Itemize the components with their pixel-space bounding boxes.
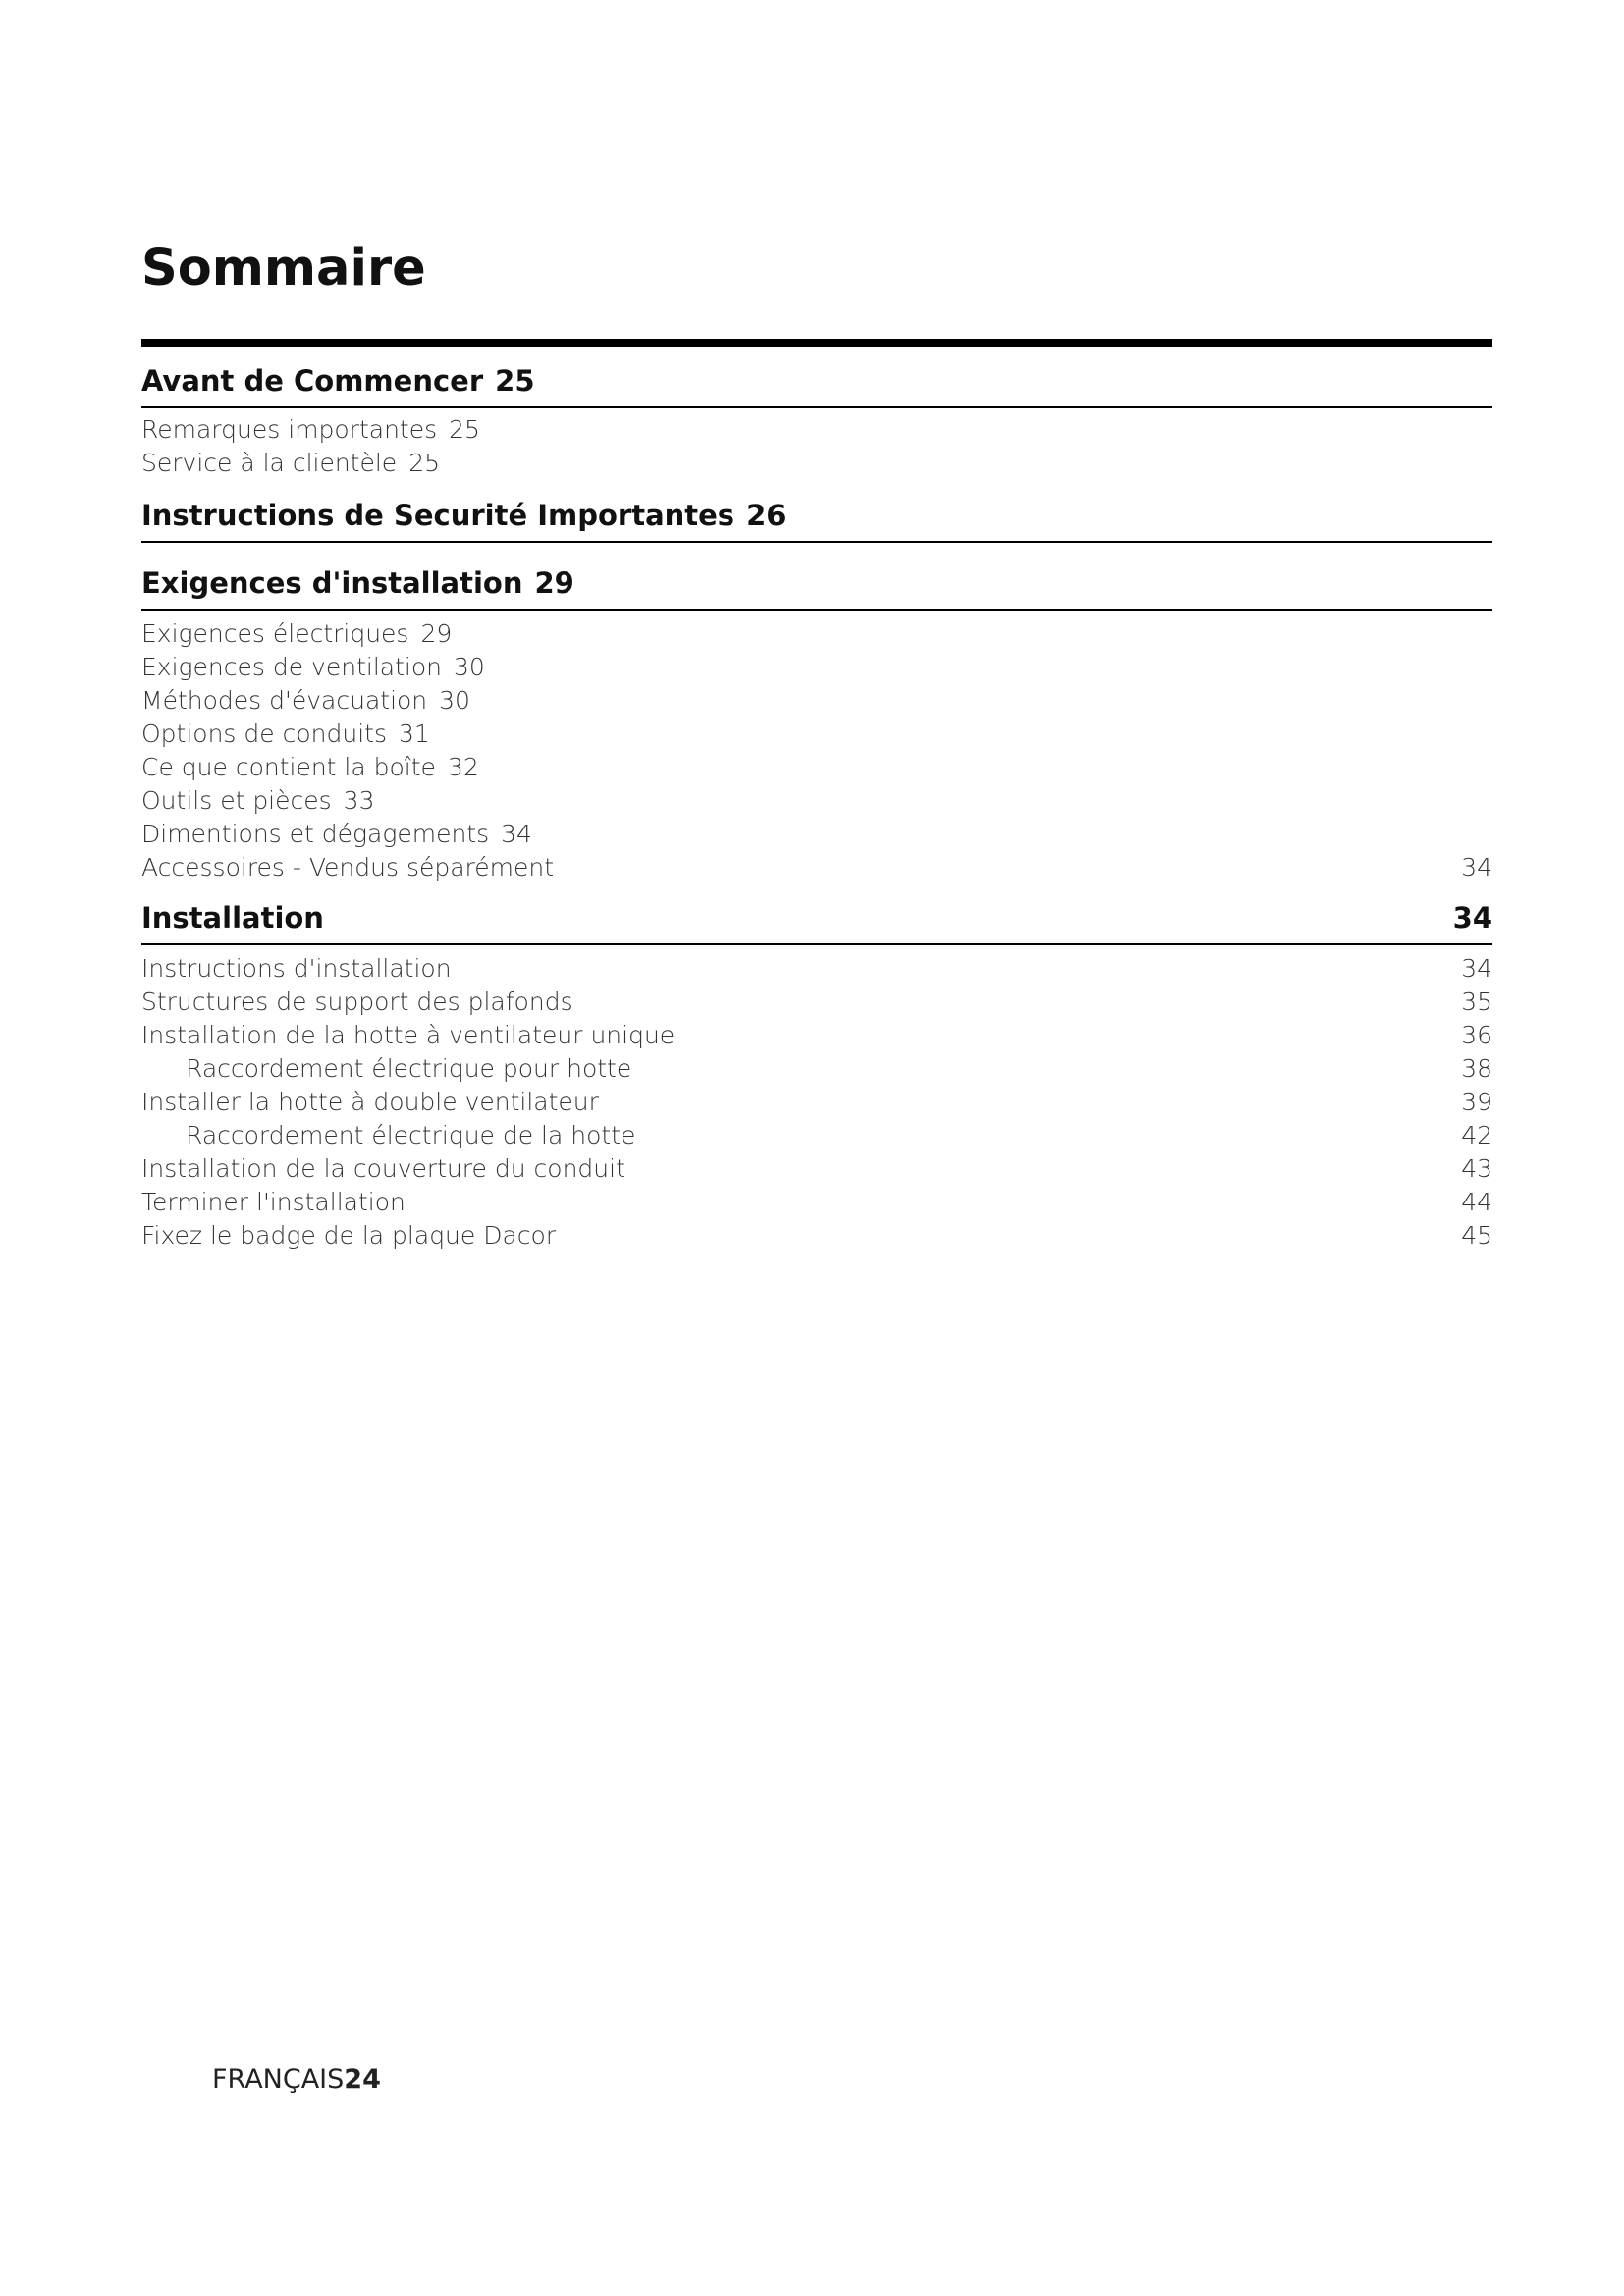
toc-entry-label: Dimentions et dégagements: [141, 820, 490, 848]
toc-entry-page: 42: [1461, 1121, 1492, 1149]
toc-entry-page: 38: [1461, 1054, 1492, 1083]
toc-entry-remarques-importantes[interactable]: [141, 417, 1492, 442]
section-heading-installation[interactable]: [141, 901, 1492, 934]
toc-entry-page: 34: [1461, 853, 1492, 881]
section-heading-label: Installation: [141, 901, 324, 934]
toc-entry-page: 34: [1461, 954, 1492, 983]
section-divider: [141, 406, 1492, 408]
section-heading-label: Exigences d'installation: [141, 566, 523, 600]
toc-entry-label: Accessoires - Vendus séparément: [141, 853, 555, 881]
toc-entry-text: [141, 451, 440, 475]
toc-entry-label: Exigences de ventilation: [141, 653, 442, 681]
toc-entry-page: 43: [1461, 1154, 1492, 1183]
toc-entry-instructions-installation[interactable]: [141, 956, 1492, 981]
toc-subentry-raccordement-electrique-de-la-hotte[interactable]: [141, 1123, 1492, 1148]
toc-entry-hotte-ventilateur-unique[interactable]: [141, 1023, 1492, 1047]
section-heading-page: 25: [495, 364, 535, 398]
toc-entry-exigences-electriques[interactable]: [141, 621, 1492, 646]
page-footer: [212, 2066, 381, 2093]
toc-entry-label: Outils et pièces: [141, 786, 332, 815]
toc-entry-page: 44: [1461, 1188, 1492, 1216]
toc-entry-label: Service à la clientèle: [141, 449, 398, 477]
toc-entry-contenu-boite[interactable]: [141, 755, 1492, 779]
toc-entry-hotte-double-ventilateur[interactable]: [141, 1090, 1492, 1114]
title-divider: [141, 339, 1492, 347]
toc-entry-text: [141, 788, 374, 813]
toc-entry-label: Options de conduits: [141, 720, 387, 748]
toc-entry-label: Remarques importantes: [141, 415, 438, 444]
section-heading-label: Avant de Commencer: [141, 364, 484, 398]
toc-entry-page: 31: [398, 720, 430, 748]
section-heading-page: 34: [1452, 901, 1492, 934]
toc-entry-page: 25: [449, 415, 480, 444]
toc-entry-badge-plaque-dacor[interactable]: [141, 1223, 1492, 1248]
toc-entry-exigences-ventilation[interactable]: [141, 655, 1492, 679]
toc-entry-accessoires[interactable]: [141, 855, 1492, 880]
footer-language: FRANÇAIS: [212, 2064, 345, 2095]
page-title: Sommaire: [141, 240, 426, 297]
toc-entry-methodes-evacuation[interactable]: [141, 688, 1492, 713]
toc-entry-label: Exigences électriques: [141, 619, 409, 648]
toc-subentry-raccordement-electrique-hotte[interactable]: [141, 1056, 1492, 1081]
toc-entry-structures-support[interactable]: [141, 989, 1492, 1014]
section-heading-label: Instructions de Securité Importantes: [141, 499, 735, 532]
section-divider: [141, 609, 1492, 611]
section-heading-exigences-installation[interactable]: [141, 566, 1492, 600]
toc-entry-couverture-conduit[interactable]: [141, 1156, 1492, 1181]
toc-entry-label: Fixez le badge de la plaque Dacor: [141, 1221, 557, 1250]
toc-entry-options-conduits[interactable]: [141, 721, 1492, 746]
section-heading-avant-de-commencer[interactable]: [141, 364, 1492, 398]
toc-entry-page: 30: [439, 686, 470, 715]
toc-entry-label: Installer la hotte à double ventilateur: [141, 1088, 599, 1116]
section-heading-instructions-securite[interactable]: [141, 499, 1492, 532]
section-heading-page: 26: [746, 499, 786, 532]
section-heading-text: [141, 364, 535, 398]
toc-entry-page: 30: [453, 653, 485, 681]
toc-entry-label: Raccordement électrique pour hotte: [186, 1054, 632, 1083]
toc-entry-page: 32: [447, 753, 479, 781]
toc-entry-label: Ce que contient la boîte: [141, 753, 436, 781]
toc-entry-text: [141, 721, 430, 746]
toc-entry-label: Installation de la couverture du conduit: [141, 1154, 625, 1183]
toc-entry-label: Instructions d'installation: [141, 954, 452, 983]
toc-entry-label: Terminer l'installation: [141, 1188, 406, 1216]
toc-entry-page: 29: [420, 619, 453, 648]
toc-entry-text: [141, 755, 479, 779]
toc-entry-label: Structures de support des plafonds: [141, 988, 573, 1016]
section-heading-text: [141, 566, 574, 600]
toc-entry-page: 45: [1461, 1221, 1492, 1250]
section-heading-page: 29: [534, 566, 574, 600]
toc-entry-terminer-installation[interactable]: [141, 1190, 1492, 1214]
toc-entry-page: 39: [1461, 1088, 1492, 1116]
toc-entry-label: Installation de la hotte à ventilateur unique: [141, 1021, 676, 1049]
toc-entry-text: [141, 655, 485, 679]
toc-entry-page: 25: [408, 449, 441, 477]
toc-entry-label: Méthodes d'évacuation: [141, 686, 428, 715]
toc-entry-text: [141, 822, 532, 846]
section-heading-text: [141, 499, 786, 532]
section-divider: [141, 943, 1492, 945]
toc-entry-text: [141, 417, 480, 442]
toc-entry-text: [141, 621, 452, 646]
toc-entry-service-clientele[interactable]: [141, 451, 1492, 475]
toc-entry-outils-pieces[interactable]: [141, 788, 1492, 813]
toc-entry-page: 36: [1461, 1021, 1492, 1049]
toc-entry-page: 33: [343, 786, 375, 815]
toc-entry-page: 34: [501, 820, 532, 848]
toc-entry-text: [141, 688, 470, 713]
section-divider: [141, 541, 1492, 543]
footer-page-number: 24: [344, 2064, 381, 2095]
toc-entry-dimentions-degagements[interactable]: [141, 822, 1492, 846]
toc-entry-label: Raccordement électrique de la hotte: [186, 1121, 636, 1149]
toc-entry-page: 35: [1461, 988, 1492, 1016]
